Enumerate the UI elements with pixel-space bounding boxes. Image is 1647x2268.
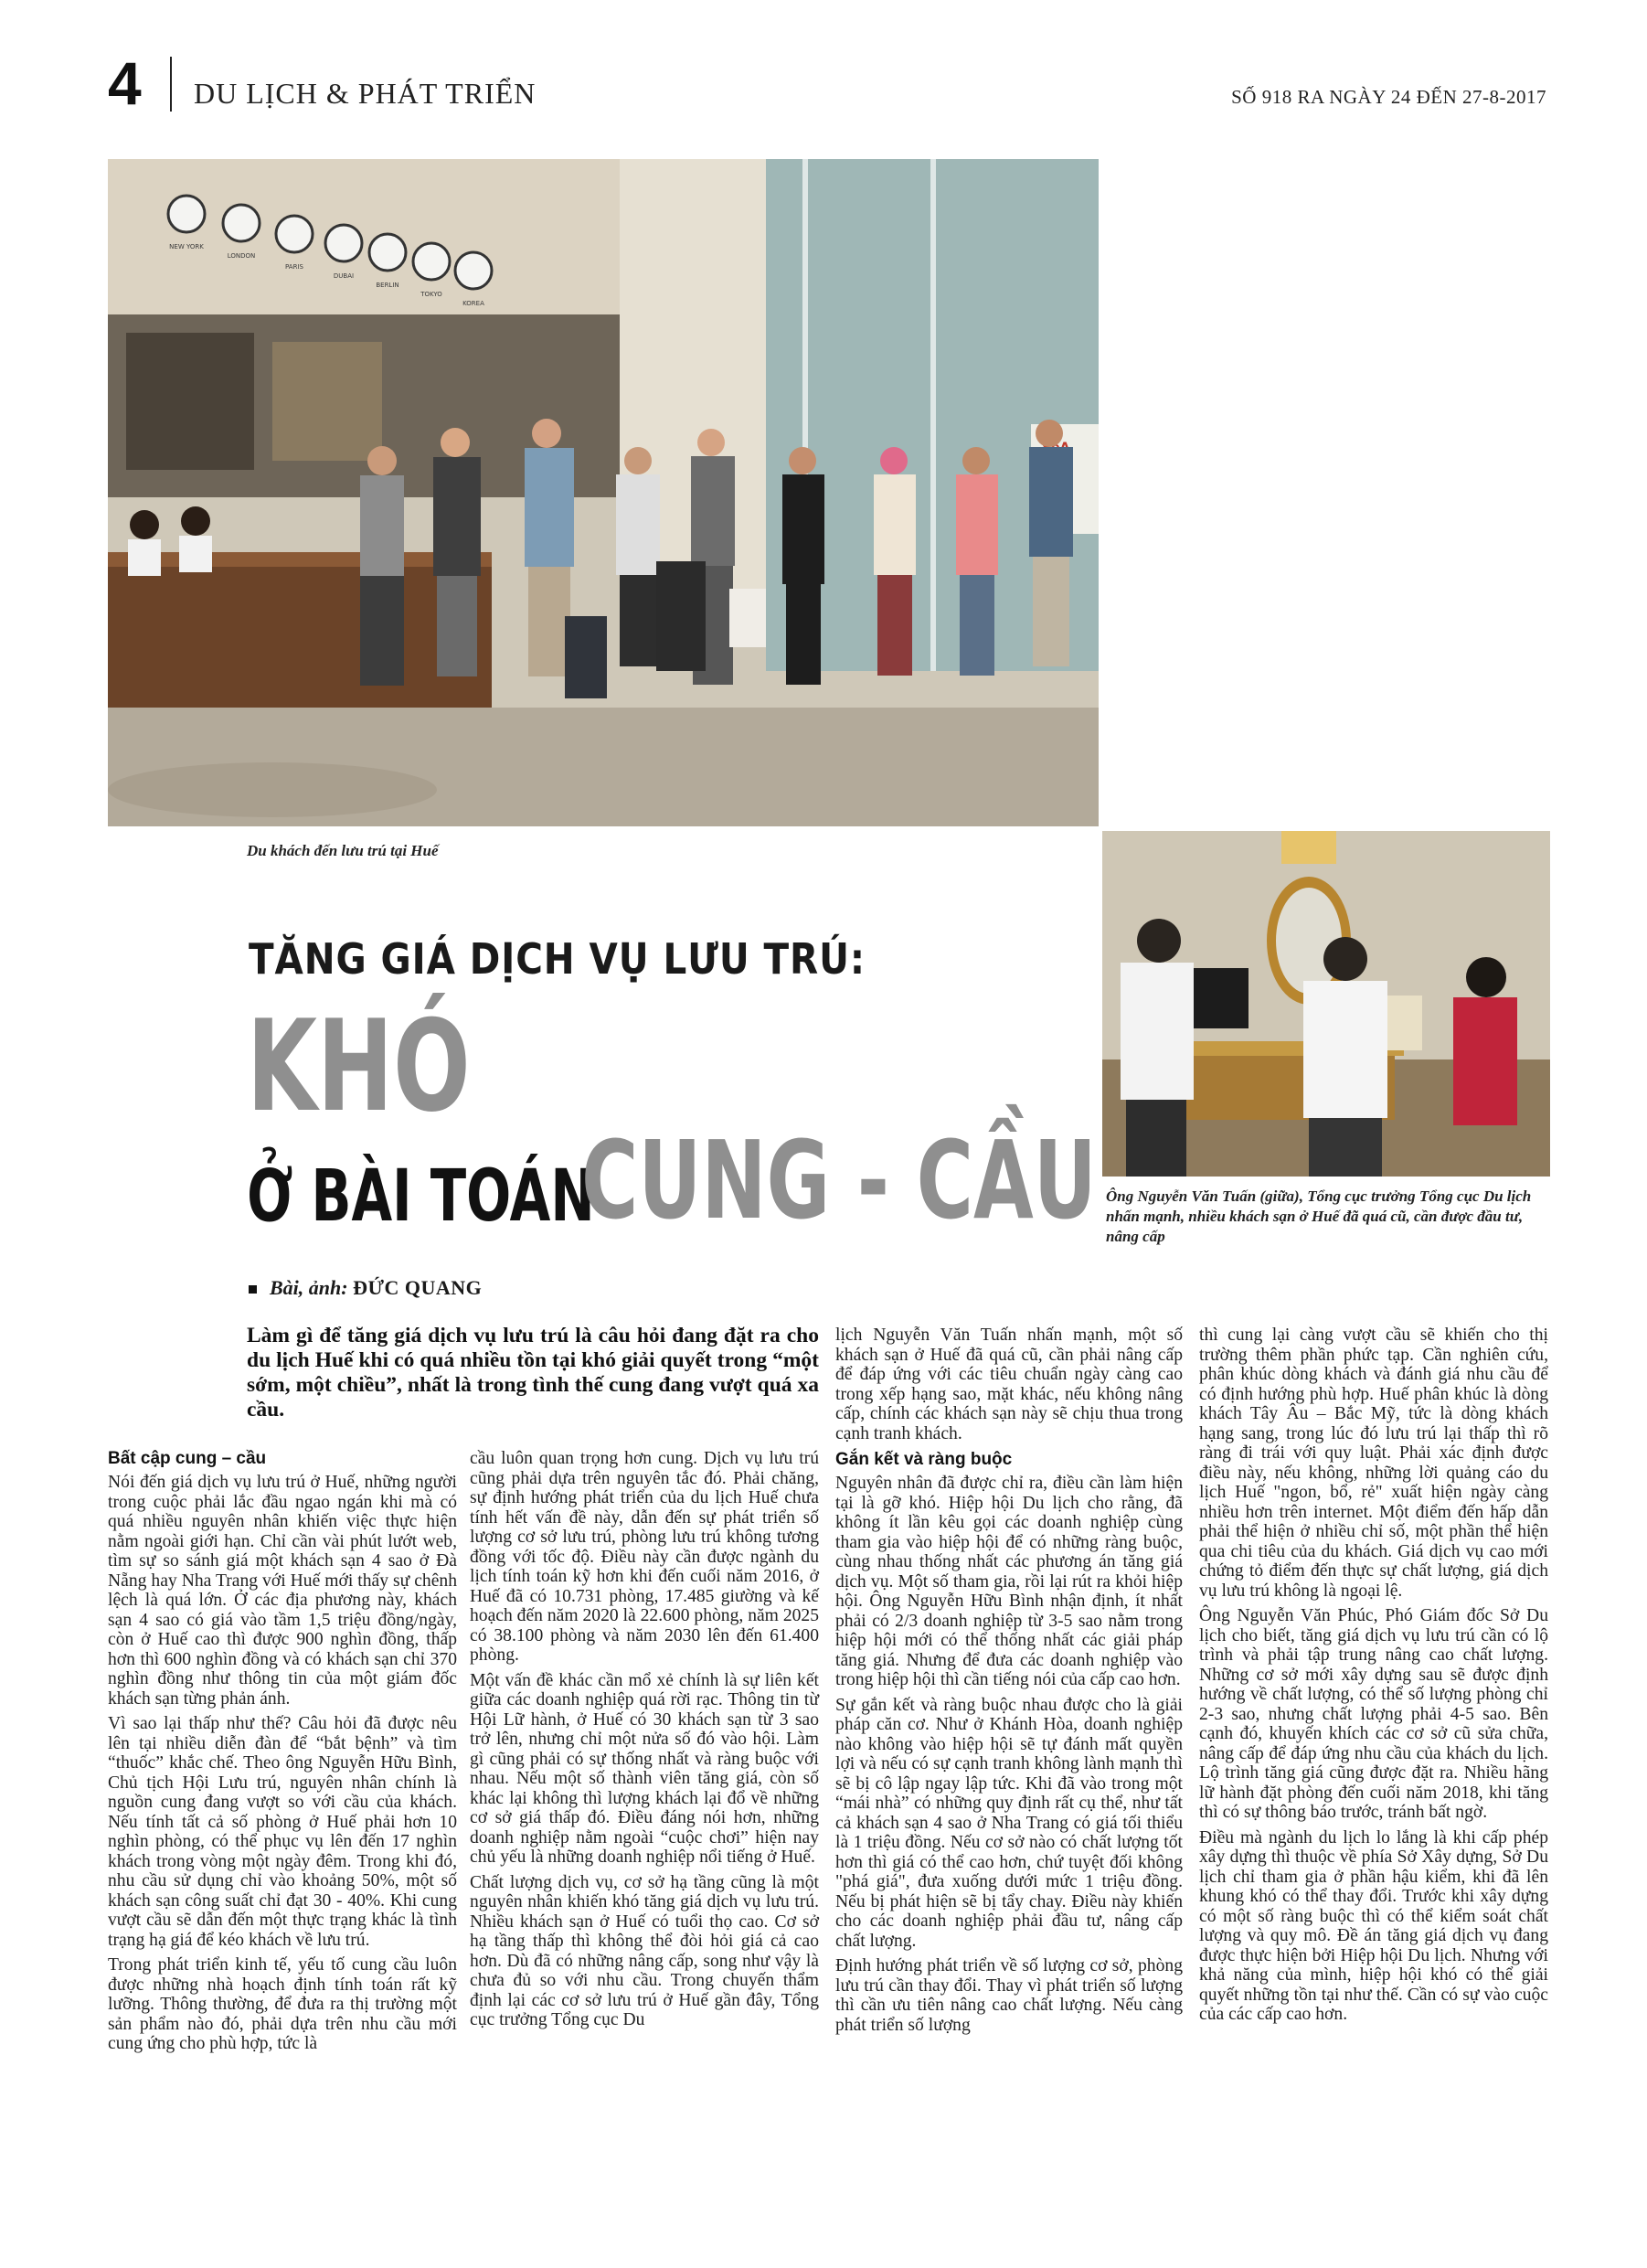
side-photo [1102,831,1550,1177]
paragraph: Điều mà ngành du lịch lo lắng là khi cấp phép xây dựng thì thuộc về phía Sở Xây dựng, Sở Du lịch chỉ tham gia ở phần hậu kiểm, khi đã lên khung khó có thể thay đổi. Trước khi xây dựng có một số ràng buộc thì có thể kiểm soát chất lượng và quy mô. Đề án tăng giá dịch vụ đang được thực hiện bởi Hiệp hội Du lịch. Nhưng với khả năng của mình, hiệp hội khó có thể giải quyết những tồn tại như thế. Cần có sự vào cuộc của các cấp cao hơn. [1199,1827,1548,2024]
headline-line1: KHÓ [247,993,471,1140]
main-photo [108,159,1099,826]
side-photo-caption: Ông Nguyễn Văn Tuấn (giữa), Tổng cục trưởng Tổng cục Du lịch nhấn mạnh, nhiều khách sạn ở Huế đã quá cũ, cần được đầu tư, nâng cấp [1106,1187,1532,1245]
clock-label: TOKYO [420,291,442,298]
lead-paragraph: Làm gì để tăng giá dịch vụ lưu trú là câu hỏi đang đặt ra cho du lịch Huế khi có quá nhiều tồn tại khó giải quyết trong “một sớm, một chiều”, nhất là trong tình thế cung đang vượt quá xa cầu. [247,1324,819,1421]
section-title: DU LỊCH & PHÁT TRIỂN [194,77,537,110]
clock-label: DUBAI [333,272,355,280]
article-column-2 [470,1449,819,2036]
byline-label: Bài, ảnh: [270,1276,348,1299]
article-column-4 [1199,1326,1548,2030]
clock-label: BERLIN [376,282,399,289]
clock-label: LONDON [227,252,256,260]
paragraph: thì cung lại càng vượt cầu sẽ khiến cho thị trường thêm phần phức tạp. Cần nghiên cứu, phân khúc dòng khách và đánh giá nhu cầu để có định hướng phù hợp. Huế phân khúc là dòng khách Tây Âu – Bắc Mỹ, tức là dòng khách hạng sang, trong lúc đó lưu trú lại thấp thì rõ ràng đi trái với quy luật. Phải xác định được điều này, nếu không, những lời quảng cáo du lịch Huế "ngon, bổ, rẻ" xuất hiện ngày càng nhiều hơn trên internet. Một điểm đến hấp dẫn phải thể hiện ở nhiều chỉ số, một phần thể hiện qua chi tiêu của du khách. Giá dịch vụ cao mới chứng tỏ điểm đến thực sự chất lượng, giá dịch vụ lưu trú không là ngoại lệ. [1199,1326,1548,1601]
subheading: Bất cập cung – cầu [108,1449,267,1468]
lobby-photo-illustration [108,159,1099,826]
clock-label: PARIS [285,263,303,271]
clock-label: KOREA [462,300,484,307]
paragraph: Nói đến giá dịch vụ lưu trú ở Huế, những người trong cuộc phải lắc đầu ngao ngán khi mà có quá nhiều nguyên nhân khiến việc thực hiện nằm ngoài giới hạn. Chỉ cần vài phút lướt web, tìm sự so sánh giá một khách sạn 4 sao ở Đà Nẵng hay Nha Trang với Huế mới thấy sự chênh lệch là quá lớn. Ở các địa phương này, khách sạn 4 sao có giá vào tầm 1,5 triệu đồng/ngày, còn ở Huế cao thì được 900 nghìn đồng, thấp hơn thì 600 nghìn đồng và có khách sạn chỉ 370 nghìn đồng như thông tin của một giám đốc khách sạn từng phản ánh. [108,1473,457,1709]
headline-kicker: TĂNG GIÁ DỊCH VỤ LƯU TRÚ: [249,934,866,984]
byline [249,1276,482,1300]
header-divider [170,57,172,112]
issue-date: SỐ 918 RA NGÀY 24 ĐẾN 27-8-2017 [1231,86,1546,108]
clock-label: NEW YORK [169,243,204,250]
paragraph: Nguyên nhân đã được chỉ ra, điều cần làm hiện tại là gỡ khó. Hiệp hội Du lịch cho rằng, đã không ít lần kêu gọi các doanh nghiệp cùng tham gia vào hiệp hội để có những ràng buộc, cùng nhau thống nhất các phương án tăng giá dịch vụ. Một số tham gia, rồi lại rút ra khỏi hiệp hội. Ông Nguyễn Hữu Bình nhận định, ít nhất phải có 2/3 doanh nghiệp từ 3-5 sao nằm trong hiệp hội mới có thể thống nhất các giải pháp tăng giá. Nhưng để đưa các doanh nghiệp vào trong hiệp hội thì cần tiếng nói của cấp cao hơn. [835,1474,1183,1689]
paragraph: Sự gắn kết và ràng buộc nhau được cho là giải pháp căn cơ. Như ở Khánh Hòa, doanh nghiệp nào không vào hiệp hội sẽ tự đánh mất quyền lợi và nếu có sự cạnh tranh không lành mạnh thì sẽ bị cô lập ngay lập tức. Khi đã vào trong một “mái nhà” có những quy định rất cụ thể, như tất cả khách sạn 4 sao ở Nha Trang có giá tối thiểu là 1 triệu đồng. Nếu cơ sở nào có chất lượng tốt hơn thì giá có thể cao hơn, chứ tuyệt đối không "phá giá", đưa xuống dưới mức 1 triệu đồng. Nếu bị phát hiện sẽ bị tẩy chay. Điều này khiến cho các doanh nghiệp phải đầu tư, nâng cấp chất lượng. [835,1695,1183,1951]
paragraph: Vì sao lại thấp như thế? Câu hỏi đã được nêu lên tại nhiều diễn đàn để “bắt bệnh” và tìm “thuốc” khắc chế. Theo ông Nguyễn Hữu Bình, Chủ tịch Hội Lưu trú, nguyên nhân chính là nguồn cung đang vượt so với cầu của khách. Nếu tính tất cả số phòng ở Huế phải hơn 10 nghìn phòng, có thể phục vụ lên đến 17 nghìn khách trong vòng một ngày đêm. Trong khi đó, nhu cầu sử dụng chỉ vào khoảng 50%, một số khách sạn công suất chỉ đạt 30 - 40%. Khi cung vượt cầu sẽ dẫn đến một thực trạng khác là tình trạng hạ giá để kéo khách về lưu trú. [108,1714,457,1950]
subheading: Gắn kết và ràng buộc [835,1450,1013,1469]
paragraph: Định hướng phát triển về số lượng cơ sở, phòng lưu trú cần thay đổi. Thay vì phát triển số lượng thì cần ưu tiên nâng cao chất lượng. Nếu càng phát triển số lượng [835,1956,1183,2035]
byline-author: ĐỨC QUANG [353,1276,483,1299]
headline-line2b: CUNG - CẦU [581,1117,1097,1243]
hotel-room-photo-illustration [1102,831,1550,1177]
paragraph: Chất lượng dịch vụ, cơ sở hạ tầng cũng là một nguyên nhân khiến khó tăng giá dịch vụ lưu trú. Nhiều khách sạn ở Huế có tuổi thọ cao. Cơ sở hạ tầng thấp thì không thể đòi hỏi giá cả cao hơn. Dù đã có những nâng cấp, song như vậy là chưa đủ so với nhu cầu. Trong chuyến thẩm định lại các cơ sở lưu trú ở Huế gần đây, Tổng cục trưởng Tổng cục Du [470,1872,819,2029]
paragraph: cầu luôn quan trọng hơn cung. Dịch vụ lưu trú cũng phải dựa trên nguyên tắc đó. Phải chăng, sự định hướng phát triển của du lịch Huế chưa tính hết vấn đề này, dẫn đến sự phát triển số lượng cơ sở lưu trú, phòng lưu trú không tương đồng với tốc độ. Điều này cần được ngành du lịch tính toán kỹ hơn khi đến cuối năm 2016, ở Huế đã có 10.731 phòng, 17.485 giường và kế hoạch đến năm 2020 là 22.600 phòng, năm 2025 có 38.100 phòng và năm 2030 lên đến 61.400 phòng. [470,1449,820,1665]
paragraph: Một vấn đề khác cần mổ xẻ chính là sự liên kết giữa các doanh nghiệp quá rời rạc. Thông tin từ Hội Lữ hành, ở Huế có 30 khách sạn từ 3 sao trở lên, nhưng chỉ một nửa số đó vào hội. Làm gì cũng phải có sự thống nhất và ràng buộc với nhau. Nếu một số thành viên tăng giá, còn số khác lại không thì lượng khách lại đổ về những cơ sở giá thấp đó. Điều đáng nói hơn, những doanh nghiệp nằm ngoài “cuộc chơi” hiện nay chủ yếu là những doanh nghiệp nổi tiếng ở Huế. [470,1670,819,1867]
paragraph: Trong phát triển kinh tế, yếu tố cung cầu luôn được những nhà hoạch định tính toán rất kỹ lưỡng. Thông thường, để đưa ra thị trường một sản phẩm nào đó, phải dựa trên nhu cầu mới cung ứng cho phù hợp, tức là [108,1955,457,2053]
page-number: 4 [108,49,142,117]
article-column-1 [108,1448,457,2060]
headline-line2a: Ở BÀI TOÁN [247,1155,595,1238]
paragraph: Ông Nguyễn Văn Phúc, Phó Giám đốc Sở Du lịch cho biết, tăng giá dịch vụ lưu trú cần có lộ trình và phải tập trung nâng cao chất lượng. Những cơ sở mới xây dựng sau sẽ được định hướng về chất lượng, có thể số lượng phòng chỉ 2-3 sao, nhưng chất lượng phải 4-5 sao. Bên cạnh đó, khuyến khích các cơ sở cũ sửa chữa, nâng cấp để đáp ứng nhu cầu của khách du lịch. Lộ trình tăng giá cũng được đặt ra. Nhiều hãng lữ hành đặt phòng đến cuối năm 2018, khi tăng thì có sự thông báo trước, tránh bất ngờ. [1199,1606,1548,1822]
paragraph: lịch Nguyễn Văn Tuấn nhấn mạnh, một số khách sạn ở Huế đã quá cũ, cần phải nâng cấp để đáp ứng với các tiêu chuẩn ngày càng cao trong xếp hạng sao, mặt khác, nếu không nâng cấp, chính các khách sạn này sẽ chịu thua trong cạnh tranh khách. [835,1326,1183,1443]
article-column-3 [835,1326,1183,2040]
bullet-square-icon [249,1285,257,1294]
main-photo-caption: Du khách đến lưu trú tại Huế [247,842,439,859]
